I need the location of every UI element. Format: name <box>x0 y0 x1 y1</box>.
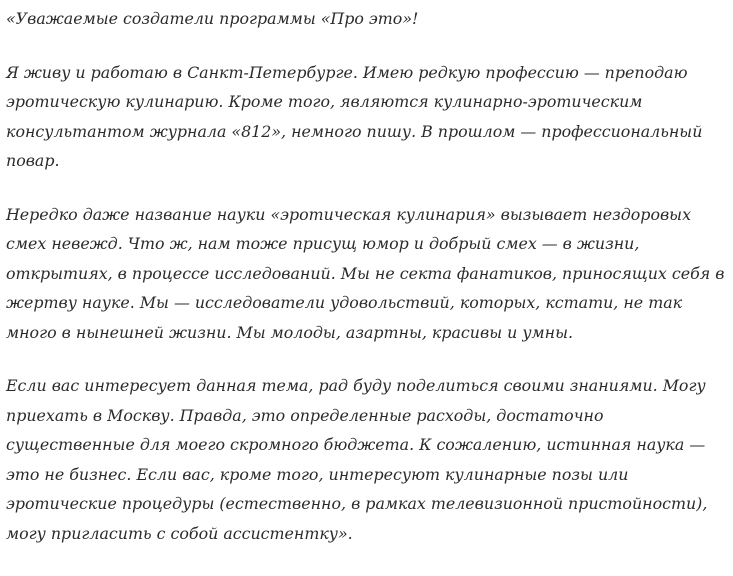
text-line: могу пригласить с собой ассистентку». <box>6 523 353 543</box>
text-line: жертву науке. Мы — исследователи удовольствий, которых, кстати, не так <box>6 293 683 312</box>
text-line: консультантом журнала «812», немного пишу. В прошлом — профессиональный <box>6 121 703 141</box>
text-line: приехать в Москву. Правда, это определенные расходы, достаточно <box>6 405 604 425</box>
text-line: эротические процедуры (естественно, в рамках телевизионной пристойности), <box>6 494 708 513</box>
text-line: эротическую кулинарию. Кроме того, являются кулинарно-эротическим <box>6 92 643 111</box>
paragraph-1 <box>6 58 728 176</box>
text-line: открытиях, в процессе исследований. Мы не секта фанатиков, приносящих себя в <box>6 263 725 283</box>
paragraph-3 <box>6 371 728 548</box>
text-line: много в нынешней жизни. Мы молоды, азартны, красивы и умны. <box>6 322 573 342</box>
letter-text <box>6 4 728 548</box>
greeting-line: «Уважаемые создатели программы «Про это»! <box>6 9 419 28</box>
text-line: это не бизнес. Если вас, кроме того, интересуют кулинарные позы или <box>6 464 629 484</box>
text-line: повар. <box>6 151 60 170</box>
text-line: существенные для моего скромного бюджета. К сожалению, истинная наука — <box>6 435 706 454</box>
text-line: Я живу и работаю в Санкт-Петербурге. Имею редкую профессию — преподаю <box>6 62 688 82</box>
paragraph-2 <box>6 200 728 348</box>
text-line: Нередко даже название науки «эротическая кулинария» вызывает нездоровых <box>6 204 691 224</box>
greeting-paragraph <box>6 4 728 34</box>
text-line: Если вас интересует данная тема, рад буду поделиться своими знаниями. Могу <box>6 376 706 395</box>
text-line: смех невежд. Что ж, нам тоже присущ юмор и добрый смех — в жизни, <box>6 234 640 253</box>
